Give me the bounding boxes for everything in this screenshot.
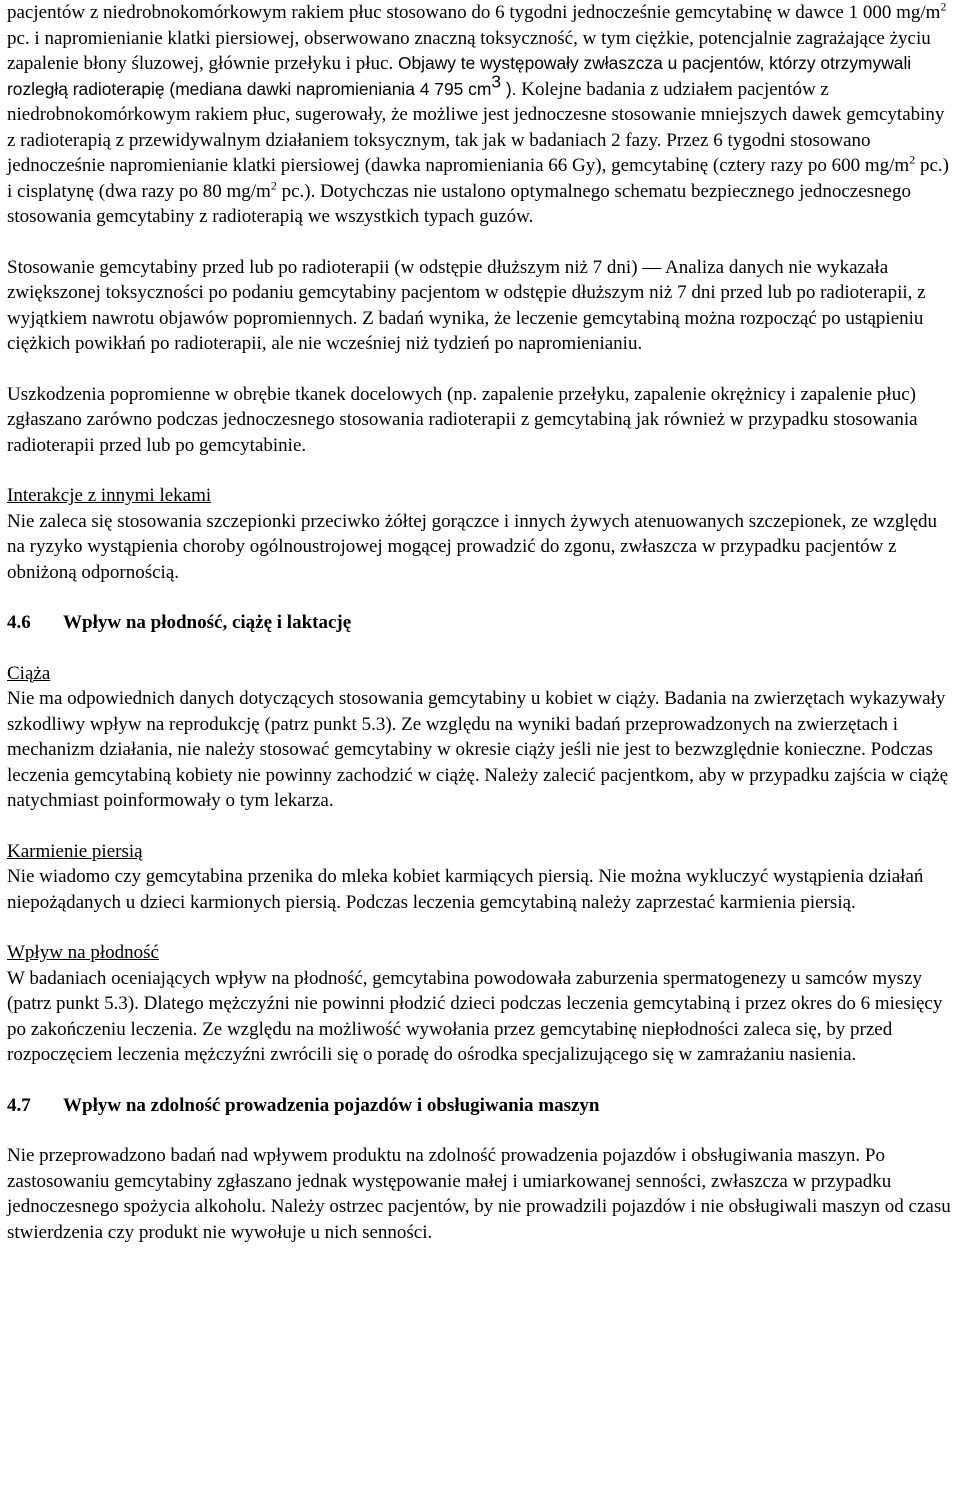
paragraph-interactions: Nie zaleca się stosowania szczepionki przeciwko żółtej gorączce i innych żywych atenuowanych szczepionek, ze względu na ryzyko wystąpienia choroby ogólnoustrojowej mogącej prowadzić do zgonu, zwłaszcza w przypadku pacjentów z obniżoną odpornością. (7, 510, 938, 583)
subheading-fertility: Wpływ na płodność (7, 942, 159, 963)
subheading-pregnancy: Ciąża (7, 662, 51, 684)
paragraph-radiotherapy-toxicity: pacjentów z niedrobnokomórkowym rakiem płuc stosowano do 6 tygodni jednocześnie gemcytabinę w dawce 1 000 $mg/m^2$ pc. i napromienianie klatki piersiowej, obserwowano znaczną toksyczność, w tym ciężkie, potencjalnie zagrażające życiu zapalenie błony śluzowej, głównie przełyku i płuc. Objawy te występowały zwłaszcza u pacjentów, którzy otrzymywali rozległą radioterapię (mediana dawki napromieniania 4 795 $cm^3$ ). Kolejne badania z udziałem pacjentów z niedrobnokomórkowym rakiem płuc, sugerowały, że możliwe jest jednoczesne stosowanie mniejszych dawek gemcytabiny z radioterapią z przewidywalnym działaniem toksycznym, tak jak w badaniach 2 fazy. Przez 6 tygodni stosowano jednocześnie napromienianie klatki piersiowej (dawka napromieniania 66 Gy), gemcytabinę (cztery razy po 600 $mg/m^2$ pc.) i cisplatynę (dwa razy po 80 $mg/m^2$ pc.). Dotychczas nie ustalono optymalnego schematu bezpiecznego jednoczesnego stosowania gemcytabiny z radioterapią we wszystkich typach guzów. (7, 0, 949, 227)
section-heading-4-6: 4.6 Wpływ na płodność, ciążę i laktację (7, 612, 352, 633)
paragraph-driving: Nie przeprowadzono badań nad wpływem produktu na zdolność prowadzenia pojazdów i obsługiwania maszyn. Po zastosowaniu gemcytabiny zgłaszano jednak występowanie małej i umiarkowanej senności, zwłaszcza w przypadku jednoczesnego spożycia alkoholu. Należy ostrzec pacjentów, by nie prowadzili pojazdów i nie obsługiwali maszyn od czasu stwierdzenia czy produkt nie wywołuje u nich senności. (7, 1145, 951, 1243)
paragraph-breastfeeding: Nie wiadomo czy gemcytabina przenika do mleka kobiet karmiących piersią. Nie można wykluczyć wystąpienia działań niepożądanych u dzieci karmionych piersią. Podczas leczenia gemcytabiną należy zaprzestać karmienia piersią. (7, 866, 924, 913)
paragraph-radiation-injury: Uszkodzenia popromienne w obrębie tkanek docelowych (np. zapalenie przełyku, zapalenie okrężnicy i zapalenie płuc) zgłaszano zarówno podczas jednoczesnego stosowania radioterapii z gemcytabiną jak również w przypadku stosowania radioterapii przed lub po gemcytabinie. (7, 383, 918, 456)
paragraph-before-after-radiotherapy: Stosowanie gemcytabiny przed lub po radioterapii (w odstępie dłuższym niż 7 dni) ― Analiza danych nie wykazała zwiększonej toksyczności po podaniu gemcytabiny pacjentom w odstępie dłuższym niż 7 dni przed lub po radioterapii, z wyjątkiem nawrotu objawów popromiennych. Z badań wynika, że leczenie gemcytabiną można rozpocząć po ustąpieniu ciężkich powikłań po radioterapii, ale nie wcześniej niż tydzień po napromienianiu. (7, 256, 926, 354)
paragraph-fertility: W badaniach oceniających wpływ na płodność, gemcytabina powodowała zaburzenia spermatogenezy u samców myszy (patrz punkt 5.3). Dlatego mężczyźni nie powinni płodzić dzieci podczas leczenia gemcytabiną i przez okres do 6 miesięcy po zakończeniu leczenia. Ze względu na możliwość wywołania przez gemcytabinę niepłodności zaleca się, by przed rozpoczęciem leczenia mężczyźni zwrócili się o poradę do ośrodka specjalizującego się w zamrażaniu nasienia. (7, 967, 943, 1065)
paragraph-pregnancy: Nie ma odpowiednich danych dotyczących stosowania gemcytabiny u kobiet w ciąży. Badania na zwierzętach wykazywały szkodliwy wpływ na reprodukcję (patrz punkt 5.3). Ze względu na wyniki badań przeprowadzonych na zwierzętach i mechanizm działania, nie należy stosować gemcytabiny w okresie ciąży jeśli nie jest to bezwzględnie konieczne. Podczas leczenia gemcytabiną kobiety nie powinny zachodzić w ciążę. Należy zalecić pacjentkom, aby w przypadku zajścia w ciążę natychmiast poinformowały o tym lekarza. (7, 688, 949, 811)
section-heading-4-7: 4.7 Wpływ na zdolność prowadzenia pojazdów i obsługiwania maszyn (7, 1094, 600, 1116)
subheading-breastfeeding: Karmienie piersią (7, 840, 143, 862)
subheading-interactions: Interakcje z innymi lekami (7, 485, 212, 506)
